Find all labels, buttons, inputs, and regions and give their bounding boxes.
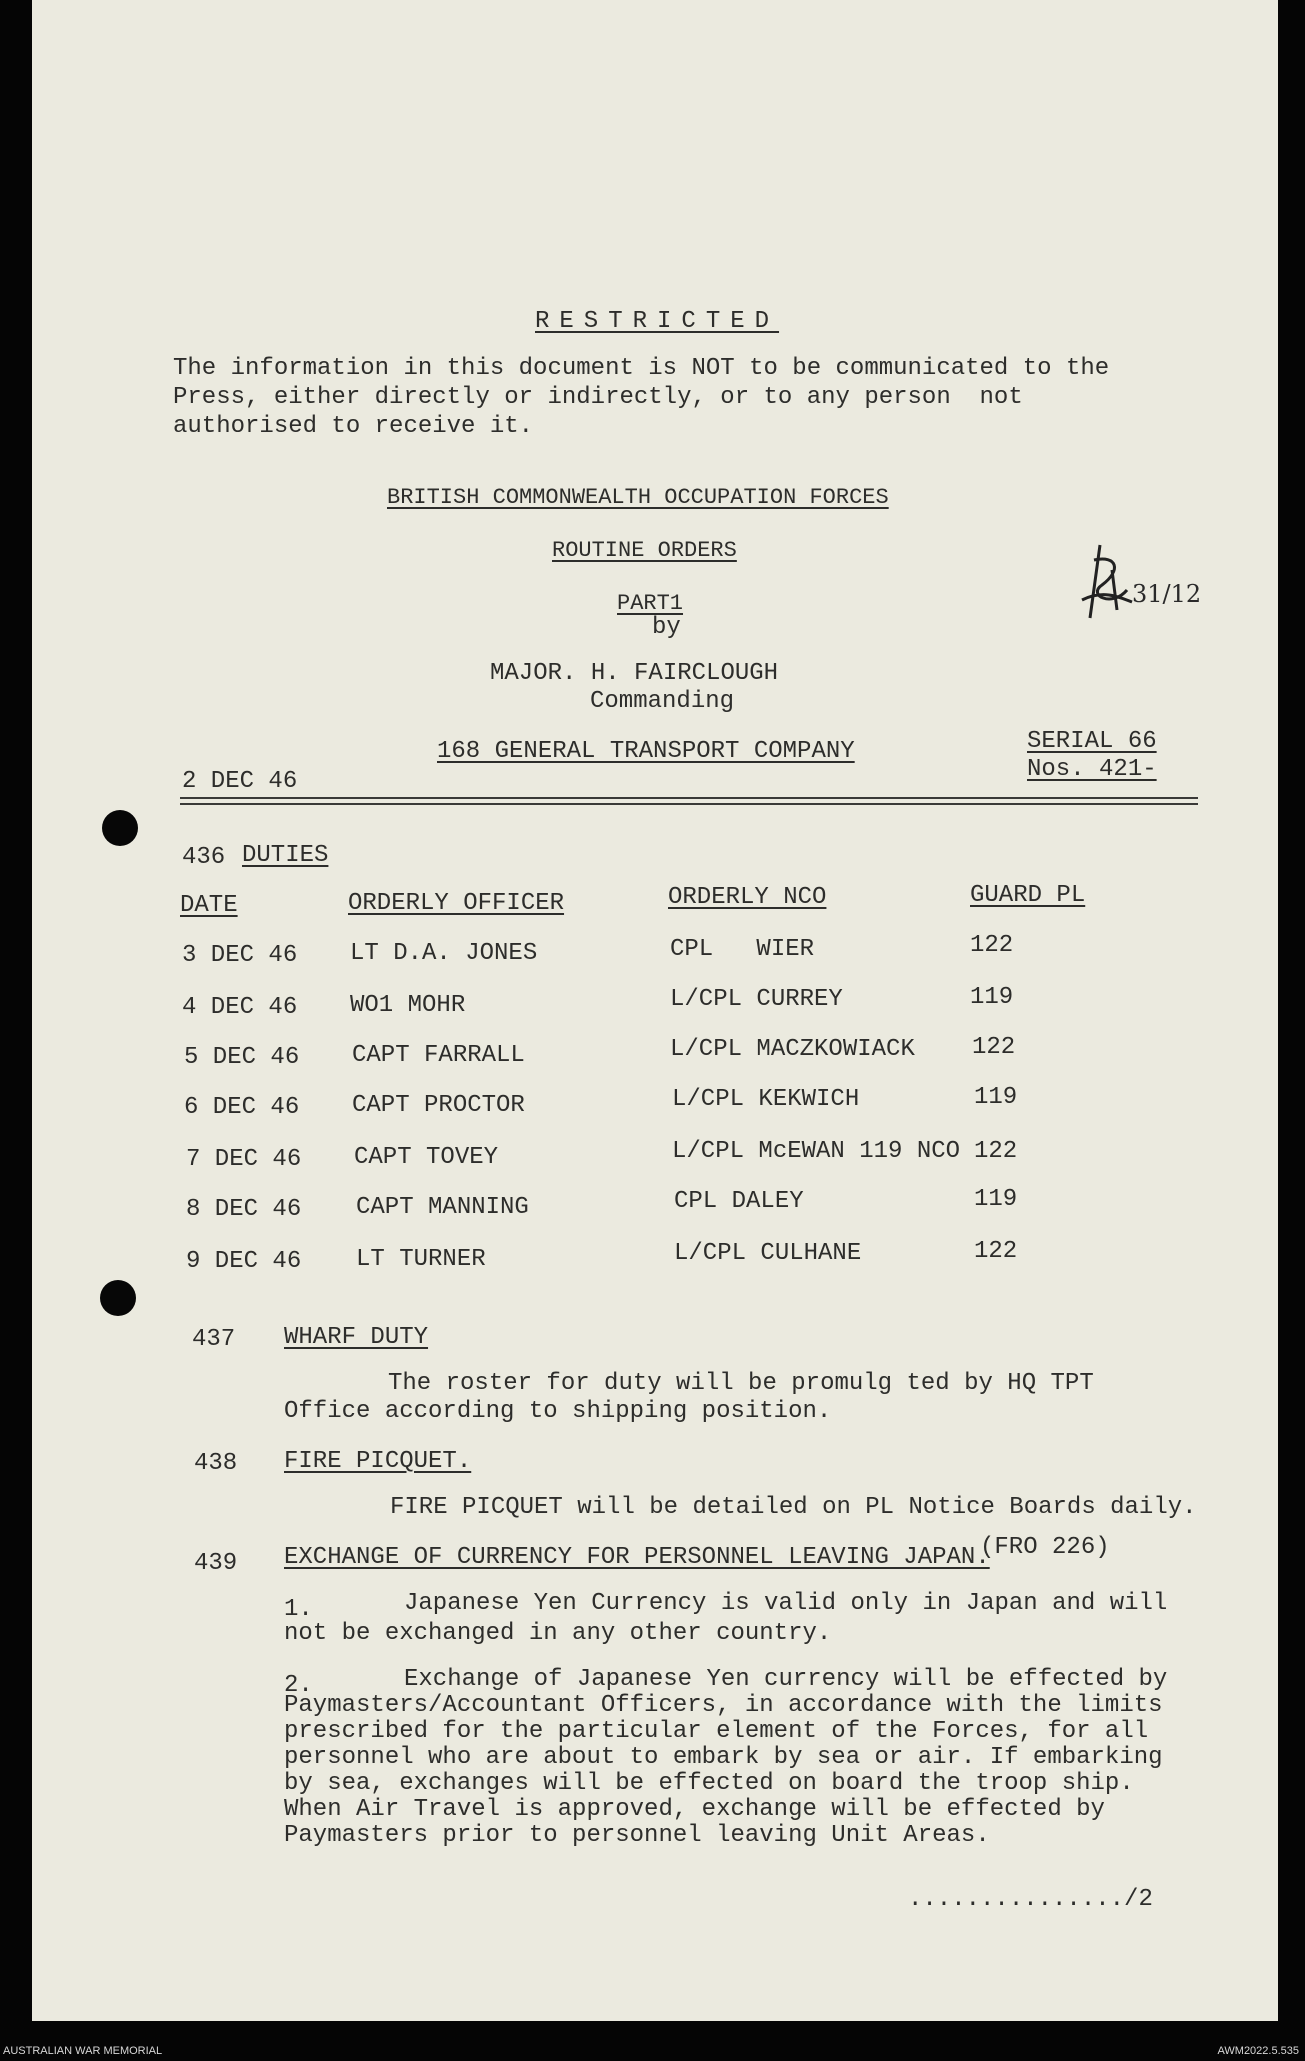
- row7-date: 9 DEC 46: [186, 1248, 302, 1275]
- para1-line-2: not be exchanged in any other country.: [284, 1620, 832, 1647]
- row6-date: 8 DEC 46: [186, 1196, 302, 1223]
- wharf-line-2: Office according to shipping position.: [284, 1398, 832, 1425]
- header-rule-2: [180, 803, 1198, 805]
- section-439-number: 439: [194, 1550, 238, 1577]
- row6-guard: 119: [974, 1186, 1018, 1213]
- document-page: [32, 0, 1278, 2021]
- signature-date: 31/12: [1132, 580, 1202, 608]
- fire-text: FIRE PICQUET will be detailed on PL Notice Boards daily.: [390, 1494, 1197, 1521]
- row7-guard: 122: [974, 1238, 1018, 1265]
- row2-guard: 119: [970, 984, 1014, 1011]
- row1-date: 3 DEC 46: [182, 942, 298, 969]
- force-title: BRITISH COMMONWEALTH OCCUPATION FORCES: [387, 485, 889, 510]
- col-date: DATE: [180, 892, 238, 919]
- para2-number: 2.: [284, 1672, 313, 1699]
- wharf-heading: WHARF DUTY: [284, 1324, 429, 1351]
- restricted-heading: RESTRICTED: [535, 308, 780, 335]
- row2-officer: WO1 MOHR: [350, 992, 466, 1019]
- para2-line-6: When Air Travel is approved, exchange will be effected by: [284, 1796, 1105, 1823]
- footer-accession-number: AWM2022.5.535: [1217, 2045, 1299, 2057]
- row3-date: 5 DEC 46: [184, 1044, 300, 1071]
- row2-date: 4 DEC 46: [182, 994, 298, 1021]
- part-title: PART1: [617, 591, 684, 616]
- serial-number: SERIAL 66: [1027, 728, 1157, 755]
- notice-line-1: The information in this document is NOT to be communicated to the: [173, 355, 1110, 382]
- punch-hole-top: [102, 810, 138, 846]
- continuation-marker: .............../2: [908, 1886, 1153, 1913]
- row5-date: 7 DEC 46: [186, 1146, 302, 1173]
- order-date: 2 DEC 46: [182, 768, 298, 795]
- col-orderly-nco: ORDERLY NCO: [668, 884, 827, 911]
- row5-guard: 122: [974, 1138, 1018, 1165]
- order-numbers: Nos. 421-: [1027, 756, 1157, 783]
- row1-officer: LT D.A. JONES: [350, 940, 538, 967]
- notice-line-3: authorised to receive it.: [173, 413, 534, 440]
- archive-footer: [0, 2042, 1305, 2061]
- para2-line-7: Paymasters prior to personnel leaving Unit Areas.: [284, 1822, 990, 1849]
- unit-title: 168 GENERAL TRANSPORT COMPANY: [437, 738, 855, 765]
- exchange-heading: EXCHANGE OF CURRENCY FOR PERSONNEL LEAVING JAPAN.: [284, 1544, 990, 1571]
- para2-line-1: Exchange of Japanese Yen currency will be effected by: [404, 1666, 1168, 1693]
- section-437-number: 437: [192, 1326, 236, 1353]
- fire-heading: FIRE PICQUET.: [284, 1448, 472, 1475]
- section-436-number: 436: [182, 844, 226, 871]
- row6-nco: CPL DALEY: [674, 1188, 804, 1215]
- row1-guard: 122: [970, 932, 1014, 959]
- row4-guard: 119: [974, 1084, 1018, 1111]
- section-438-number: 438: [194, 1450, 238, 1477]
- orders-title: ROUTINE ORDERS: [552, 538, 737, 563]
- row2-nco: L/CPL CURREY: [670, 986, 843, 1013]
- para2-line-5: by sea, exchanges will be effected on board the troop ship.: [284, 1770, 1134, 1797]
- para2-line-3: prescribed for the particular element of the Forces, for all: [284, 1718, 1149, 1745]
- row5-officer: CAPT TOVEY: [354, 1144, 499, 1171]
- by-text: by: [652, 614, 681, 641]
- row7-officer: LT TURNER: [356, 1246, 486, 1273]
- commanding-text: Commanding: [590, 688, 735, 715]
- row6-officer: CAPT MANNING: [356, 1194, 529, 1221]
- row4-date: 6 DEC 46: [184, 1094, 300, 1121]
- col-guard-pl: GUARD PL: [970, 882, 1086, 909]
- row7-nco: L/CPL CULHANE: [674, 1240, 862, 1267]
- row4-officer: CAPT PROCTOR: [352, 1092, 525, 1119]
- para1-line-1: Japanese Yen Currency is valid only in Japan and will: [404, 1590, 1168, 1617]
- para1-number: 1.: [284, 1596, 313, 1623]
- wharf-line-1: The roster for duty will be promulg ted by HQ TPT: [388, 1370, 1094, 1397]
- header-rule-1: [180, 797, 1198, 799]
- footer-institution: AUSTRALIAN WAR MEMORIAL: [3, 2045, 163, 2057]
- row3-guard: 122: [972, 1034, 1016, 1061]
- exchange-reference: (FRO 226): [980, 1534, 1110, 1561]
- row3-officer: CAPT FARRALL: [352, 1042, 525, 1069]
- notice-line-2: Press, either directly or indirectly, or to any person not: [173, 384, 1023, 411]
- col-orderly-officer: ORDERLY OFFICER: [348, 890, 565, 917]
- para2-line-2: Paymasters/Accountant Officers, in accordance with the limits: [284, 1692, 1163, 1719]
- duties-heading: DUTIES: [242, 842, 329, 869]
- row1-nco: CPL WIER: [670, 936, 815, 963]
- para2-line-4: personnel who are about to embark by sea or air. If embarking: [284, 1744, 1163, 1771]
- row4-nco: L/CPL KEKWICH: [672, 1086, 860, 1113]
- punch-hole-bottom: [100, 1280, 136, 1316]
- row5-nco: L/CPL McEWAN 119 NCO: [672, 1138, 961, 1165]
- row3-nco: L/CPL MACZKOWIACK: [670, 1036, 915, 1063]
- commander-name: MAJOR. H. FAIRCLOUGH: [490, 660, 779, 687]
